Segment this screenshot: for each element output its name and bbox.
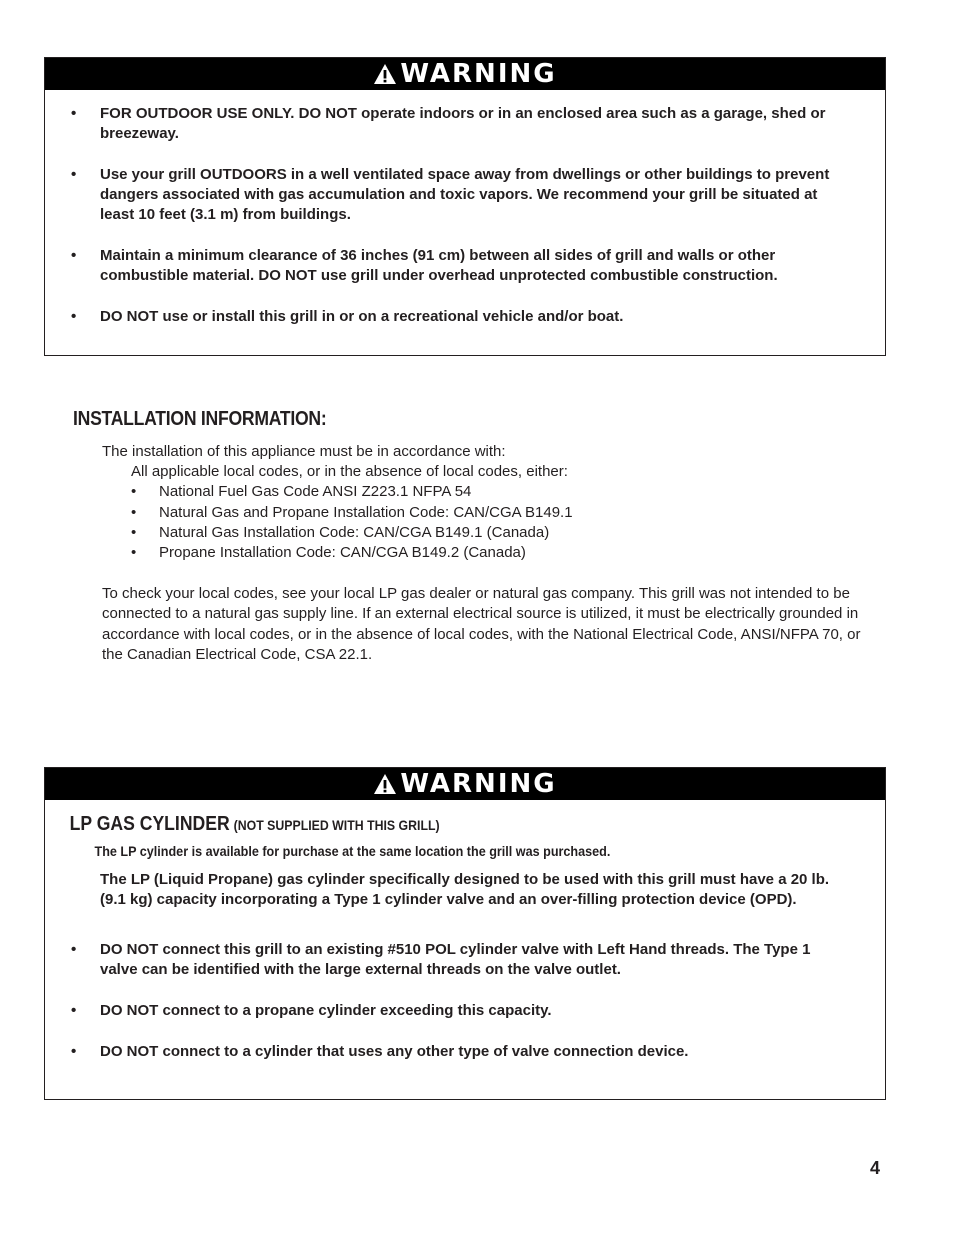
list-item-text: Propane Installation Code: CAN/CGA B149.2 (Canada) <box>159 544 526 562</box>
list-item <box>45 104 853 144</box>
bullet-mark: • <box>131 483 137 501</box>
installation-body <box>102 442 862 665</box>
list-item <box>45 1001 845 1021</box>
list-item <box>131 503 862 523</box>
list-item-text: FOR OUTDOOR USE ONLY. DO NOT operate indoors or in an enclosed area such as a garage, shed or breezeway. <box>100 105 826 142</box>
page-number: 4 <box>870 1158 881 1178</box>
warning-box-outdoor-use <box>44 57 886 356</box>
bullet-mark: • <box>71 105 77 122</box>
lp-note: The LP cylinder is available for purchase at the same location the grill was purchased. <box>94 843 611 859</box>
bullet-mark: • <box>131 544 137 562</box>
list-item-text: Natural Gas Installation Code: CAN/CGA B149.1 (Canada) <box>159 523 550 541</box>
codes-list <box>102 482 862 563</box>
warning-title: WARNING <box>400 59 557 89</box>
installation-paragraph: To check your local codes, see your local LP gas dealer or natural gas company. This grill was not intended to be connected to a natural gas supply line. If an external electrical source is utilized, it must be electrically grounded in accordance with local codes, or in the absence of local codes, with the National Electrical Code, ANSI/NFPA 70, or the Canadian Electrical Code, CSA 22.1. <box>102 585 861 663</box>
warning-title: WARNING <box>400 769 557 799</box>
list-item <box>45 1042 845 1062</box>
lp-paragraph: The LP (Liquid Propane) gas cylinder specifically designed to be used with this grill must have a 20 lb. (9.1 kg) capacity incorporating a Type 1 cylinder valve and an over-filling protection device (OPD). <box>100 871 830 908</box>
list-item-text: DO NOT use or install this grill in or on a recreational vehicle and/or boat. <box>100 308 624 325</box>
warning-triangle-icon <box>373 773 397 795</box>
bullet-mark: • <box>71 1002 77 1019</box>
list-item-text: Maintain a minimum clearance of 36 inches (91 cm) between all sides of grill and walls or other combustible material. DO NOT use grill under overhead unprotected combustible construction. <box>100 247 778 284</box>
list-item-text: Natural Gas and Propane Installation Code: CAN/CGA B149.1 <box>159 503 573 521</box>
warning-list <box>45 90 885 327</box>
bullet-mark: • <box>71 308 77 325</box>
list-item-text: National Fuel Gas Code ANSI Z223.1 NFPA 54 <box>159 483 472 501</box>
list-item <box>131 482 862 502</box>
warning-triangle-icon <box>373 63 397 85</box>
bullet-mark: • <box>71 941 77 958</box>
warning-list <box>45 940 885 1062</box>
bullet-mark: • <box>71 1043 77 1060</box>
list-item-text: DO NOT connect to a cylinder that uses any other type of valve connection device. <box>100 1043 689 1060</box>
lp-cylinder-title <box>45 813 784 836</box>
bullet-mark: • <box>131 503 137 521</box>
list-item <box>45 307 853 327</box>
list-item-text: DO NOT connect to a propane cylinder exceeding this capacity. <box>100 1002 552 1019</box>
bullet-mark: • <box>71 247 77 264</box>
installation-sub-intro: All applicable local codes, or in the absence of local codes, either: <box>131 463 568 481</box>
list-item <box>45 165 853 225</box>
lp-title-main: LP GAS CYLINDER <box>69 813 230 835</box>
installation-title: INSTALLATION INFORMATION: <box>73 408 327 430</box>
lp-title-sub: (NOT SUPPLIED WITH THIS GRILL) <box>233 817 440 833</box>
bullet-mark: • <box>71 166 77 183</box>
list-item <box>131 523 862 543</box>
list-item <box>45 940 845 980</box>
list-item-text: DO NOT connect this grill to an existing #510 POL cylinder valve with Left Hand threads. The Type 1 valve can be identified with the large external threads on the valve outlet. <box>100 941 811 978</box>
list-item <box>131 543 862 563</box>
warning-header <box>45 768 885 800</box>
list-item-text: Use your grill OUTDOORS in a well ventilated space away from dwellings or other buildings to prevent dangers associated with gas accumulation and toxic vapors. We recommend your grill be situated at least 10 feet (3.1 m) from buildings. <box>100 166 830 223</box>
warning-box-lp-cylinder <box>44 767 886 1100</box>
warning-header <box>45 58 885 90</box>
list-item <box>45 246 853 286</box>
bullet-mark: • <box>131 523 137 541</box>
installation-intro: The installation of this appliance must be in accordance with: <box>102 443 506 460</box>
